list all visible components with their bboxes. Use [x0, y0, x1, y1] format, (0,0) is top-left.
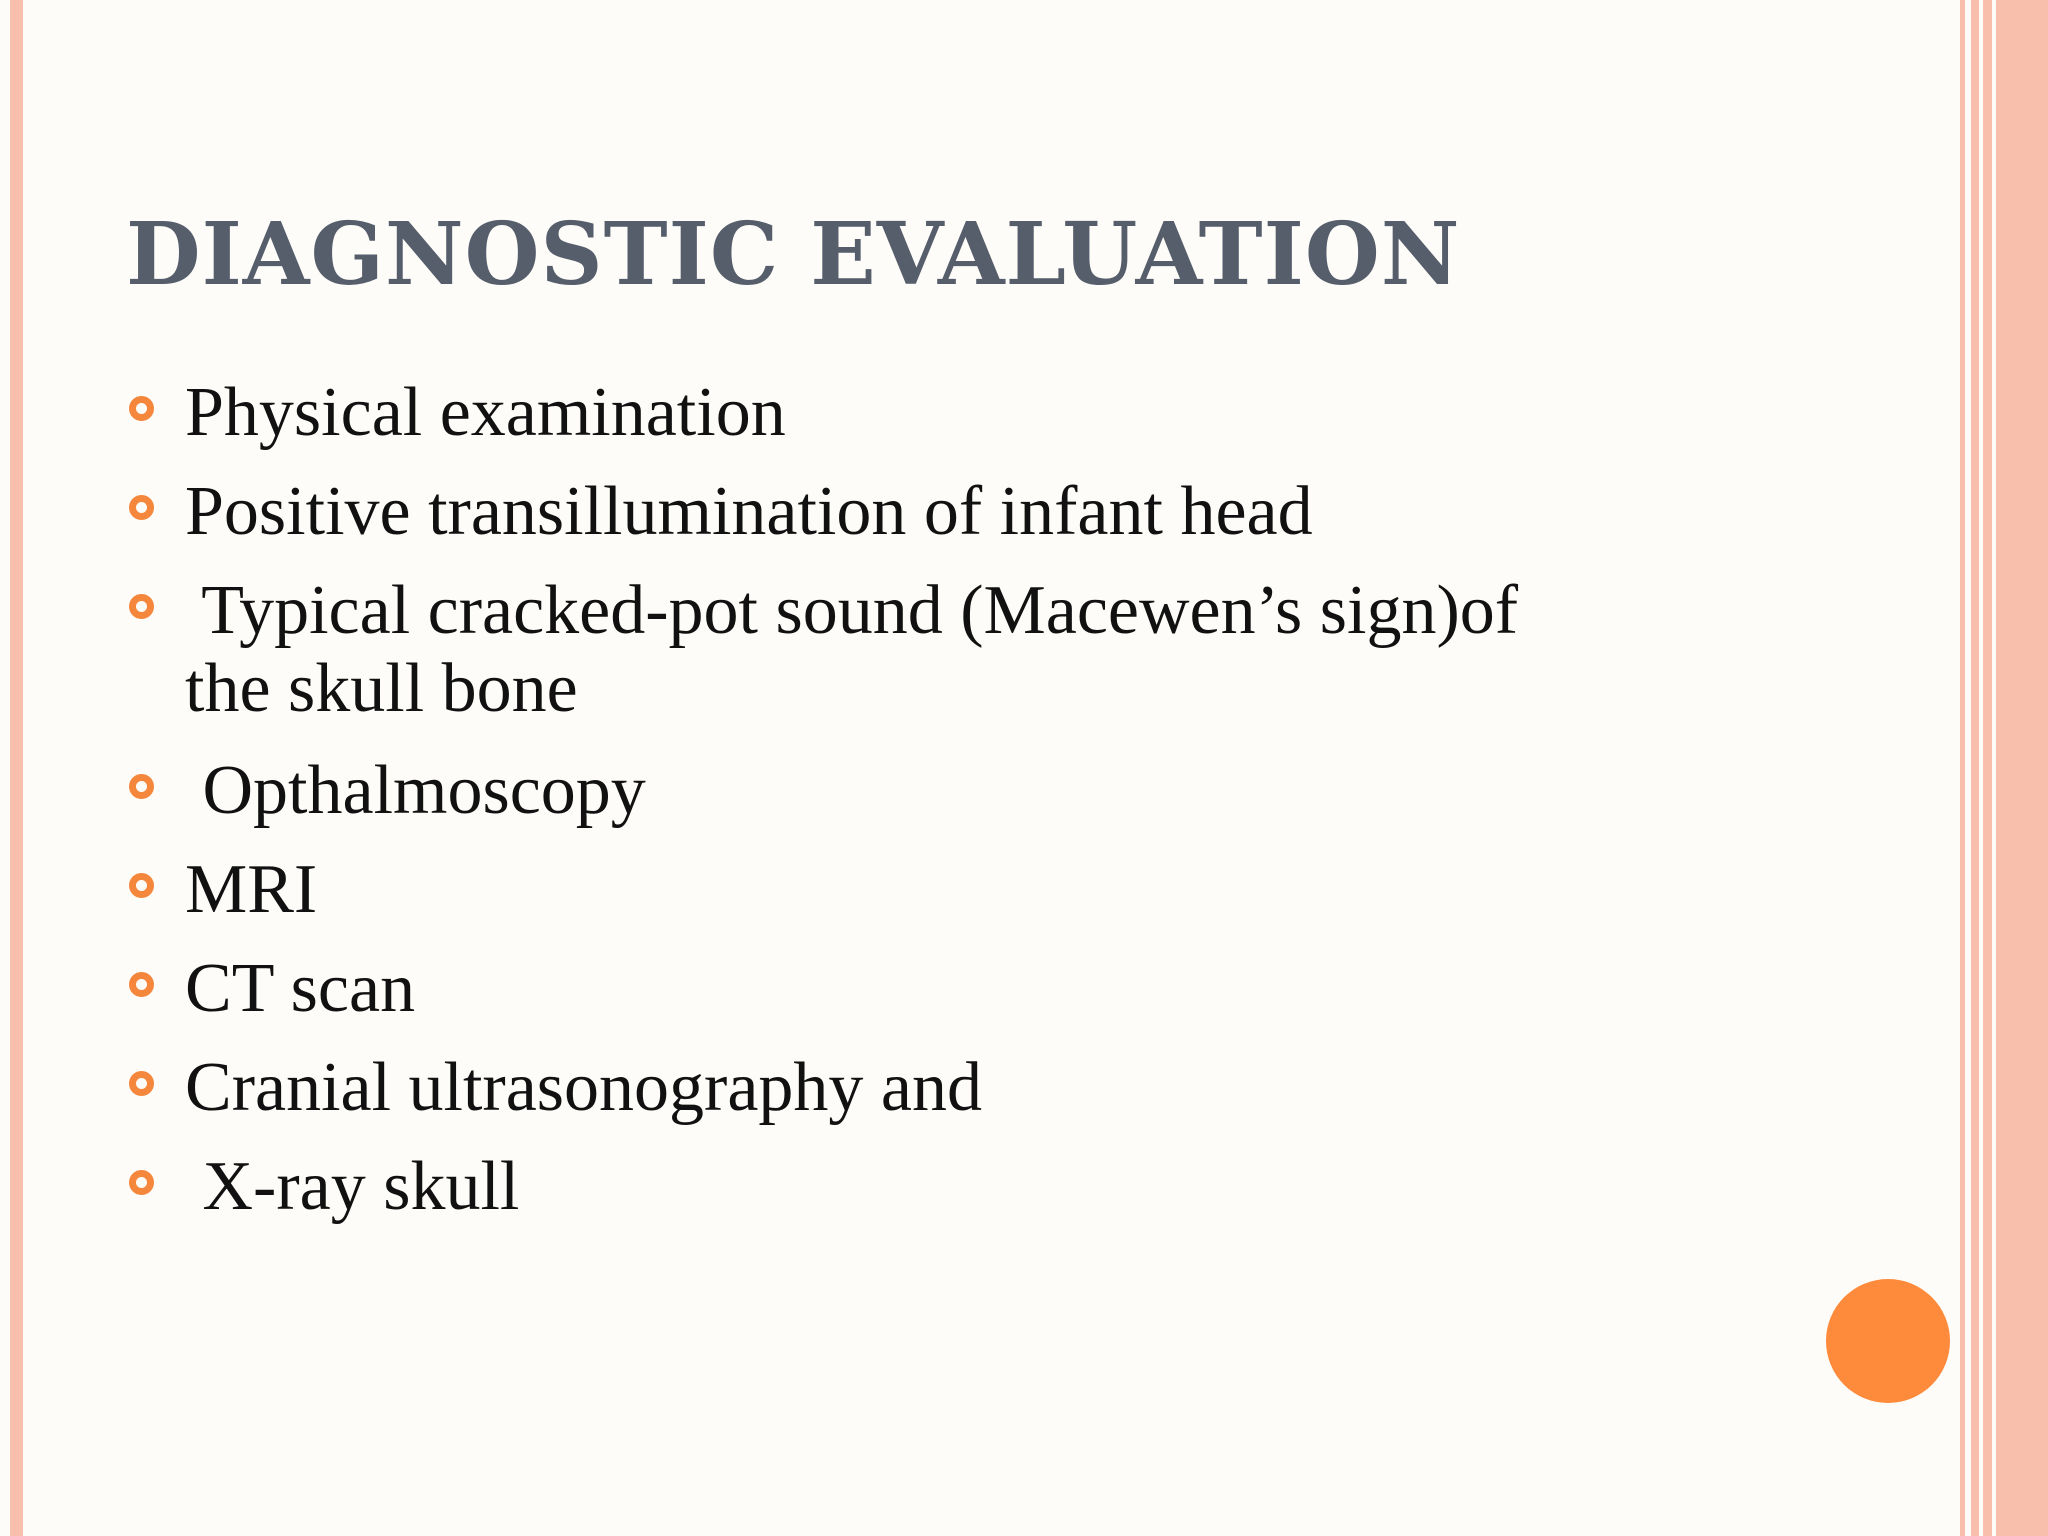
slide-title: DIAGNOSTIC EVALUATION	[126, 204, 1461, 305]
right-border-stripe	[1983, 0, 1992, 1536]
ring-bullet-icon	[129, 495, 154, 520]
bullet-text: MRI	[185, 851, 318, 928]
bullet-text: Cranial ultrasonography and	[185, 1049, 983, 1126]
ring-bullet-icon	[129, 396, 154, 421]
right-border-stripe	[1971, 0, 1979, 1536]
bullet-text: X-ray skull	[185, 1148, 520, 1225]
ring-bullet-icon	[129, 972, 154, 997]
bullet-text: Typical cracked-pot sound (Macewen’s sign)of the skull bone	[185, 572, 1519, 727]
left-border-stripe	[10, 0, 23, 1536]
bullet-text: CT scan	[185, 950, 416, 1027]
decorative-circle	[1826, 1279, 1950, 1403]
right-border-stripe	[1996, 0, 2048, 1536]
ring-bullet-icon	[129, 873, 154, 898]
ring-bullet-icon	[129, 1071, 154, 1096]
ring-bullet-icon	[129, 594, 154, 619]
ring-bullet-icon	[129, 1170, 154, 1195]
ring-bullet-icon	[129, 774, 154, 799]
right-border-stripe	[1960, 0, 1965, 1536]
bullet-text: Opthalmoscopy	[185, 752, 646, 829]
bullet-text: Positive transillumination of infant head	[185, 473, 1313, 550]
bullet-text: Physical examination	[185, 374, 786, 451]
